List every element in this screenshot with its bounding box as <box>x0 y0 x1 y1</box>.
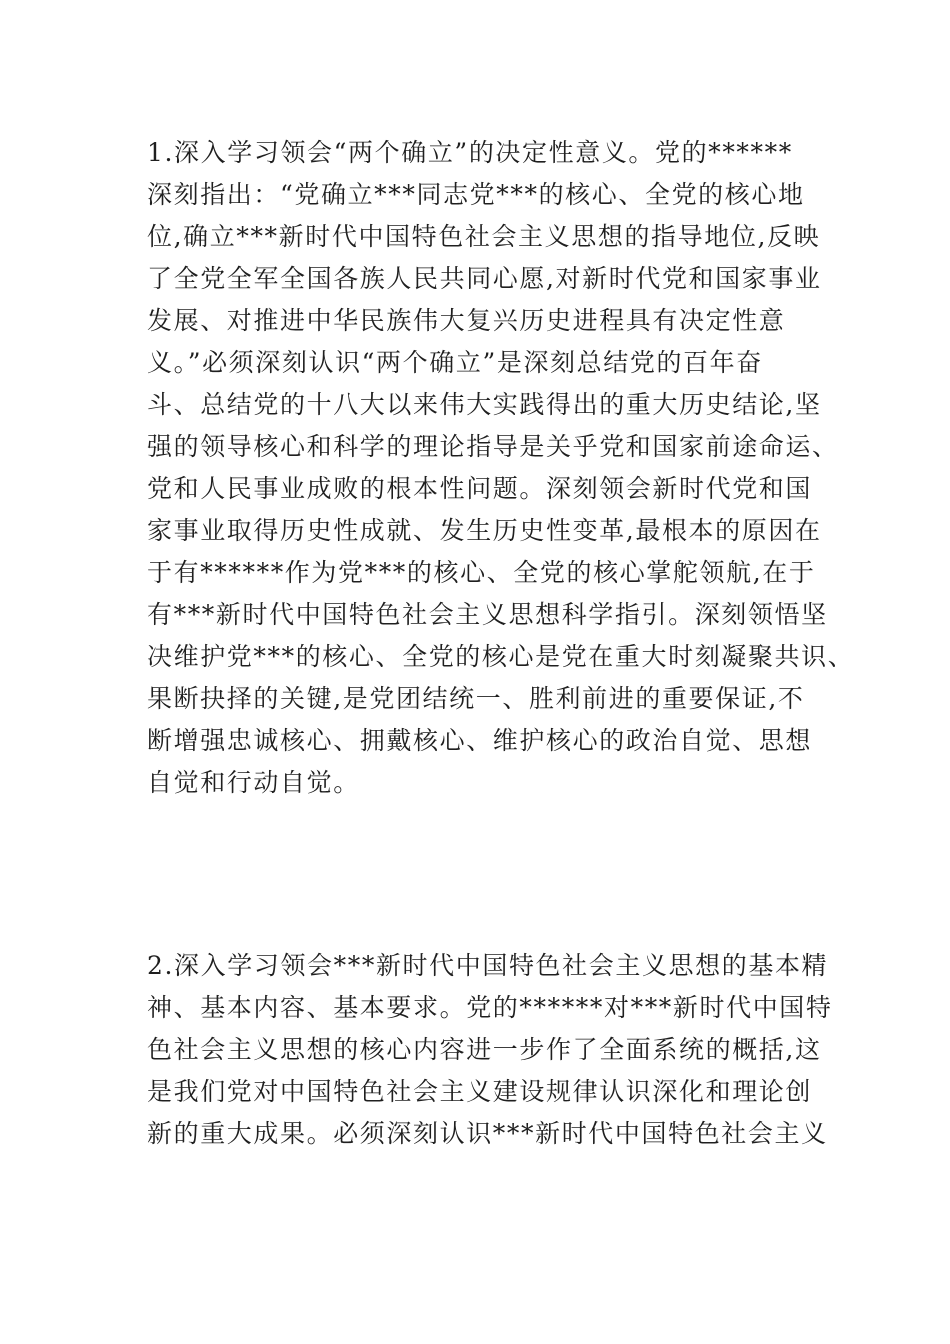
text-line: 自觉和行动自觉。 <box>147 768 360 797</box>
text-line: 位,确立***新时代中国特色社会主义思想的指导地位,反映 <box>147 222 821 251</box>
text-line: 于有******作为党***的核心、全党的核心掌舵领航,在于 <box>147 558 816 587</box>
text-line: 党和人民事业成败的根本性问题。深刻领会新时代党和国 <box>147 474 813 503</box>
text-line: 果断抉择的关键,是党团结统一、胜利前进的重要保证,不 <box>147 684 805 713</box>
text-line: 是我们党对中国特色社会主义建设规律认识深化和理论创 <box>147 1077 813 1106</box>
text-line: 新的重大成果。必须深刻认识***新时代中国特色社会主义 <box>147 1119 828 1148</box>
text-line: 家事业取得历史性成就、发生历史性变革,最根本的原因在 <box>147 516 822 545</box>
text-line: 了全党全军全国各族人民共同心愿,对新时代党和国家事业 <box>147 264 822 293</box>
text-line: 有***新时代中国特色社会主义思想科学指引。深刻领悟坚 <box>147 600 828 629</box>
paragraph-2 <box>147 945 847 1155</box>
text-line: 决维护党***的核心、全党的核心是党在重大时刻凝聚共识、 <box>147 642 855 671</box>
text-line: 强的领导核心和科学的理论指导是关乎党和国家前途命运、 <box>147 432 839 461</box>
text-line: 色社会主义思想的核心内容进一步作了全面系统的概括,这 <box>147 1035 822 1064</box>
text-line: 斗、总结党的十八大以来伟大实践得出的重大历史结论,坚 <box>147 390 822 419</box>
text-line: 义。”必须深刻认识“两个确立”是深刻总结党的百年奋 <box>147 348 763 377</box>
paragraph-1 <box>147 132 855 804</box>
text-line: 2.深入学习领会***新时代中国特色社会主义思想的基本精 <box>147 951 829 980</box>
text-line: 发展、对推进中华民族伟大复兴历史进程具有决定性意 <box>147 306 786 335</box>
text-line: 断增强忠诚核心、拥戴核心、维护核心的政治自觉、思想 <box>147 726 813 755</box>
text-line: 深刻指出：“党确立***同志党***的核心、全党的核心地 <box>147 180 805 209</box>
text-line: 1.深入学习领会“两个确立”的决定性意义。党的****** <box>147 138 793 167</box>
text-line: 神、基本内容、基本要求。党的******对***新时代中国特 <box>147 993 833 1022</box>
